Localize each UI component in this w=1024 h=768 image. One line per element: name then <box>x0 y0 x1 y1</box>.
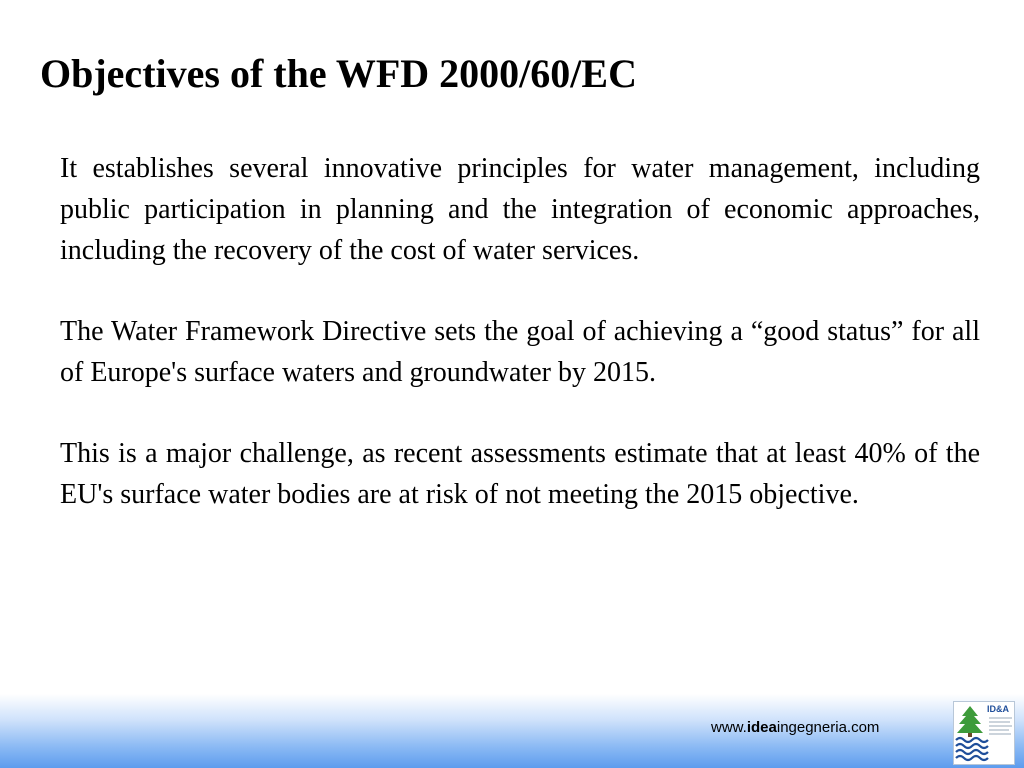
slide-body <box>60 148 980 555</box>
footer-url-suffix: ingegneria.com <box>776 719 880 736</box>
slide-title: Objectives of the WFD 2000/60/EC <box>40 51 637 96</box>
paragraph-principles: It establishes several innovative principles for water management, including public participation in planning and the integration of economic approaches, including the recovery of the cost of water services. <box>60 153 980 266</box>
footer-url-link[interactable] <box>711 718 879 738</box>
paragraph-good-status: The Water Framework Directive sets the goal of achieving a “good status” for all of Europe's surface waters and groundwater by 2015. <box>60 316 980 388</box>
logo-text: ID&A <box>987 704 1009 714</box>
footer-url-prefix: www. <box>711 719 747 736</box>
footer-url-bold: idea <box>746 719 777 736</box>
paragraph-challenge: This is a major challenge, as recent assessments estimate that at least 40% of the EU's surface water bodies are at risk of not meeting the 2015 objective. <box>60 438 980 510</box>
company-logo <box>953 701 1015 765</box>
